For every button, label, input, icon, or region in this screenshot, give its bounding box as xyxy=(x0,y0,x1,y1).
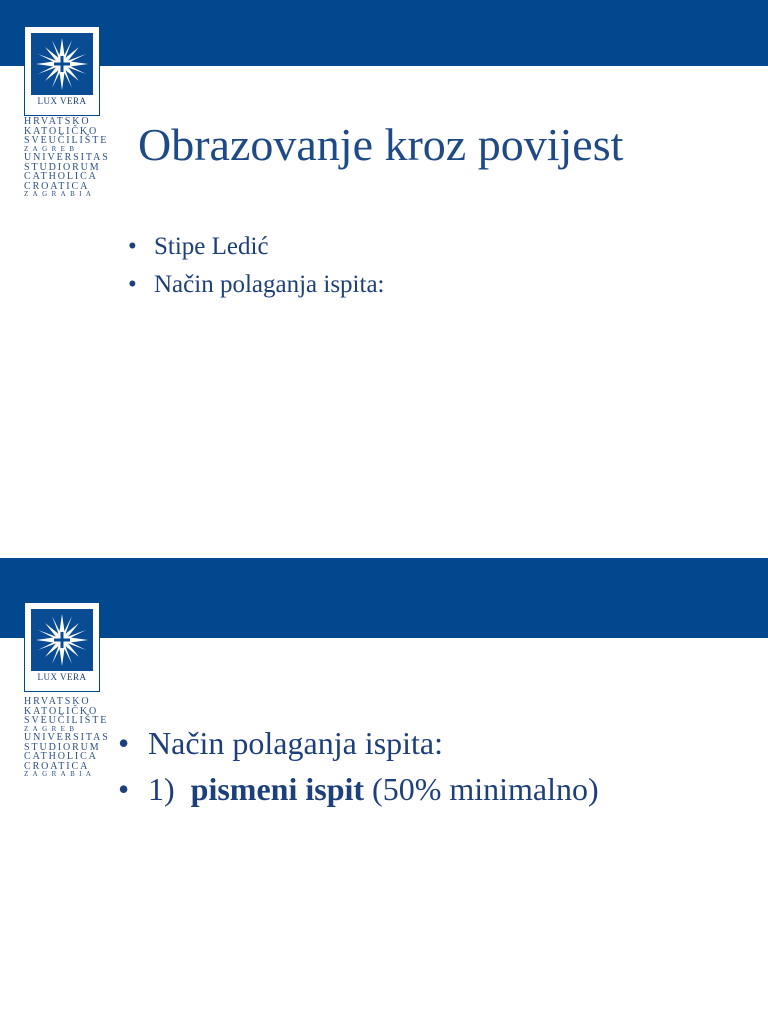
university-line: ZAGREB xyxy=(24,144,79,153)
university-line: ZAGREB xyxy=(24,724,79,733)
university-line: SVEUČILIŠTE xyxy=(24,135,109,146)
bullet-symbol: • xyxy=(118,771,130,807)
slide-2 xyxy=(0,558,768,1024)
university-line: UNIVERSITAS xyxy=(24,152,110,163)
university-line: STUDIORUM xyxy=(24,741,101,753)
university-line: UNIVERSITAS xyxy=(24,732,110,743)
university-logo xyxy=(24,602,100,692)
exam-item-bold: pismeni ispit xyxy=(190,771,365,807)
university-line: HRVATSKO xyxy=(24,116,91,127)
bullet-symbol: • xyxy=(128,233,137,260)
logo-motto: LUX VERA xyxy=(37,96,87,106)
star-cross-logo-icon xyxy=(31,33,93,95)
slide-title: Obrazovanje kroz povijest xyxy=(138,119,624,170)
bullet-list xyxy=(118,720,599,812)
university-line: STUDIORUM xyxy=(24,161,101,173)
university-line: SVEUČILIŠTE xyxy=(24,715,109,726)
bullet-item xyxy=(118,766,599,812)
star-cross-logo-icon xyxy=(31,609,93,671)
university-line: CROATICA xyxy=(24,760,90,772)
university-line: CROATICA xyxy=(24,180,90,192)
university-line: HRVATSKO xyxy=(24,696,91,707)
bullet-text: Stipe Ledić xyxy=(154,233,269,260)
bullet-item xyxy=(128,228,384,266)
university-logo xyxy=(24,26,100,116)
bullet-item xyxy=(128,266,384,304)
university-line: KATOLIČKO xyxy=(24,705,99,717)
logo-motto: LUX VERA xyxy=(37,672,87,682)
university-name xyxy=(24,116,110,199)
university-name xyxy=(24,696,110,779)
bullet-list xyxy=(128,228,384,304)
slide-1 xyxy=(0,0,768,480)
bullet-text: Način polaganja ispita: xyxy=(148,725,444,761)
university-line: KATOLIČKO xyxy=(24,125,99,137)
bullet-symbol: • xyxy=(118,725,130,761)
header-band xyxy=(0,558,768,638)
university-line: CATHOLICA xyxy=(24,171,98,182)
university-line: ZAGRABIA xyxy=(24,190,96,198)
bullet-item xyxy=(118,720,599,766)
header-band xyxy=(0,0,768,66)
university-line: CATHOLICA xyxy=(24,751,98,762)
exam-item-prefix: 1) xyxy=(148,771,175,807)
bullet-symbol: • xyxy=(128,271,137,298)
exam-item-suffix: (50% minimalno) xyxy=(372,771,599,807)
bullet-text: Način polaganja ispita: xyxy=(154,271,385,298)
university-line: ZAGRABIA xyxy=(24,770,96,778)
